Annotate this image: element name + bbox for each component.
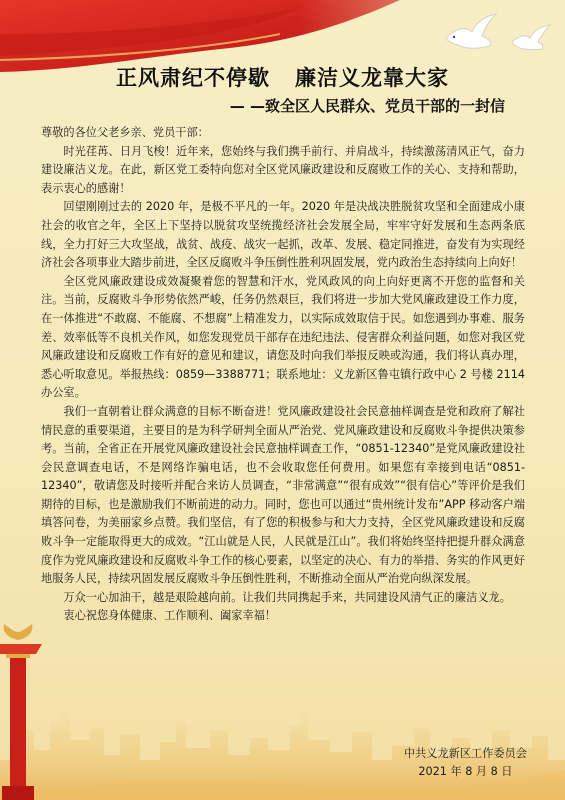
dove-icon <box>508 24 552 58</box>
letter-paragraph: 我们一直朝着让群众满意的目标不断奋进！党风廉政建设社会民意抽样调查是党和政府了解社情民意的重要渠道，主要目的是为科学研判全面从严治党、党风廉政建设和反腐败斗争提供决策参考。当前，全省正在开展党风廉政建设社会民意抽样调查工作，“0851-12340”是党风廉政建设社会民意调查电话，不是网络诈骗电话，也不会收取您任何费用。如果您有幸接到电话“0851-12340”，敬请您及时接听并配合来访人员调查，“非常满意”“很有成效”“很有信心”等评价是我们期待的目标，也是激励我们不断前进的动力。同时，您也可以通过“贵州统计发布”APP 移动客户端填答问卷，为美丽家乡点赞。我们坚信，有了您的积极参与和大力支持，全区党风廉政建设和反腐败斗争一定能取得更大的成效。“江山就是人民，人民就是江山”。我们将始终坚持把提升群众满意度作为党风廉政建设和反腐败斗争工作的核心要素，以坚定的决心、有力的举措、务实的作风更好地服务人民，持续巩固发展反腐败斗争压倒性胜利，不断推动全面从严治党向纵深发展。 <box>41 404 525 586</box>
letter-signature-block <box>404 745 527 781</box>
letter-paragraph: 万众一心加油干，越是艰险越向前。让我们共同携起手来，共同建设风清气正的廉洁义龙。 <box>63 590 511 604</box>
letter-subtitle: — —致全区人民群众、党员干部的一封信 <box>229 97 505 115</box>
letter-paragraph: 时光荏苒、日月飞梭！近年来，您始终与我们携手前行、并肩战斗，持续激荡清风正气，奋力建设廉洁义龙。在此，新区党工委特向您对全区党风廉政建设和反腐败工作的关心、支持和帮助，表示衷心的感谢！ <box>41 144 525 195</box>
letter-body <box>41 124 525 626</box>
letter-salutation: 尊敬的各位父老乡亲、党员干部： <box>41 126 209 139</box>
letter-paragraph: 全区党风廉政建设成效凝聚着您的智慧和汗水，党风政风的向上向好更离不开您的监督和关注。当前，反腐败斗争形势依然严峻，任务仍然艰巨，我们将进一步加大党风廉政建设工作力度，在一体推进“不敢腐、不能腐、不想腐”上精准发力，以实际成效取信于民。如您遇到办事难、服务差、效率低等不良机关作风，如您发现党员干部存在违纪违法、侵害群众利益问题，如您对我区党风廉政建设和反腐败工作有好的意见和建议，请您及时向我们举报反映或沟通，我们将认真办理，悉心听取意见。举报热线：0859—3388771；联系地址：义龙新区鲁屯镇行政中心 2 号楼 2114 办公室。 <box>41 274 525 400</box>
letter-paragraph: 衷心祝您身体健康、工作顺利、阖家幸福！ <box>63 609 276 623</box>
dove-icon <box>440 12 500 62</box>
letter-date: 2021 年 8 月 8 日 <box>418 765 513 778</box>
letter-title: 正风肃纪不停歇 廉洁义龙靠大家 <box>116 66 449 90</box>
letter-paragraph: 回望刚刚过去的 2020 年，是极不平凡的一年。2020 年是决战决胜脱贫攻坚和全面建成小康社会的收官之年，全区上下坚持以脱贫攻坚统揽经济社会发展全局，牢牢守好发展和生态两条底线，全力打好三大攻坚战，战贫、战疫、战灾一起抓，改革、发展、稳定同推进，奋发有为实现经济社会各项事业大踏步前进，全区反腐败斗争压倒性胜利巩固发展，党内政治生态持续向上向好！ <box>41 200 525 270</box>
letter-signature: 中共义龙新区工作委员会 <box>403 747 527 760</box>
